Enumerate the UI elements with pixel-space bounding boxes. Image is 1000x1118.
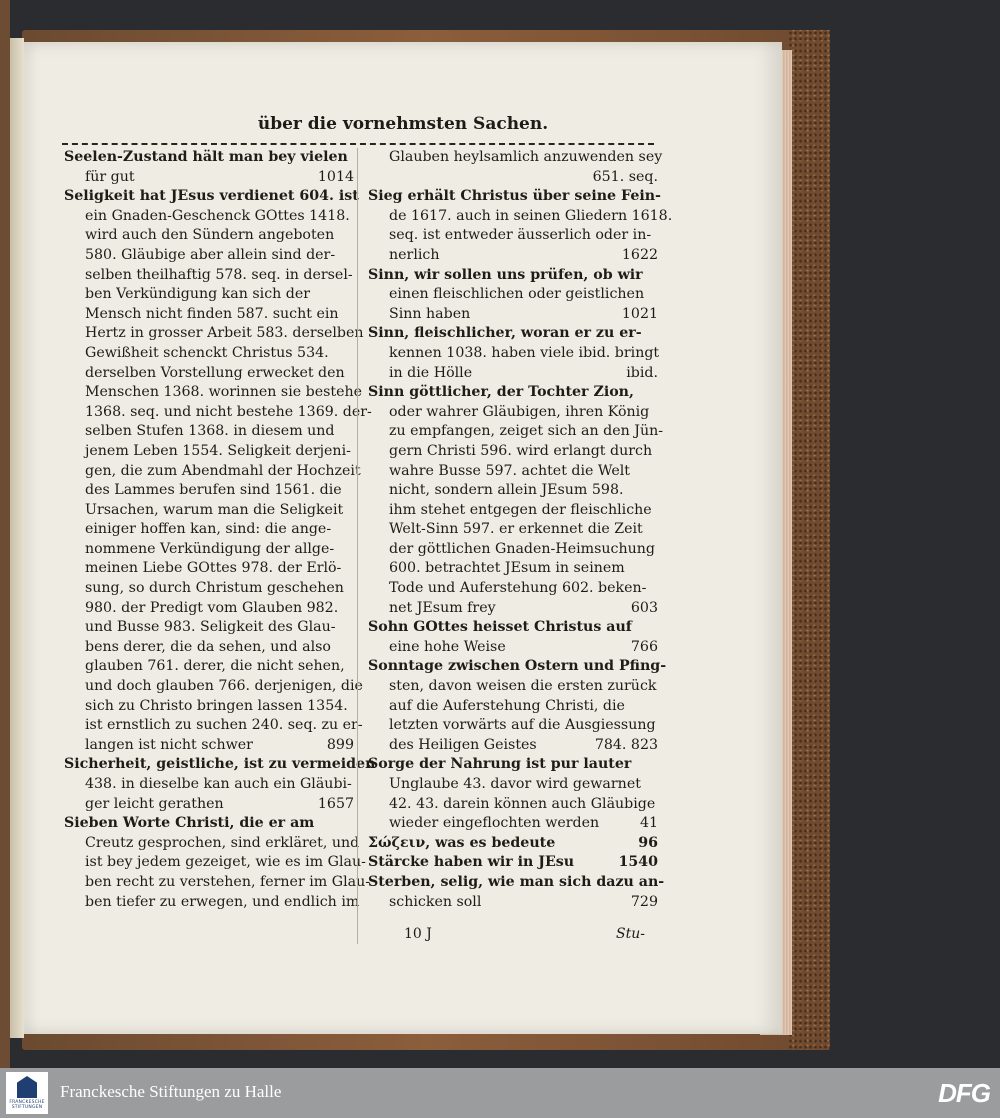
dfg-logo[interactable]: DFG (938, 1078, 990, 1108)
index-line (64, 226, 354, 246)
index-entry (368, 657, 667, 677)
index-line (64, 638, 354, 658)
line-text: ein Gnaden-Geschenck GOttes 1418. (85, 207, 350, 224)
line-text: ist bey jedem gezeiget, wie es im Glau- (85, 854, 366, 871)
index-entry (368, 266, 658, 286)
institution-logo[interactable] (6, 1072, 48, 1114)
index-line (368, 246, 658, 266)
line-text: Hertz in grosser Arbeit 583. derselben (85, 325, 364, 342)
line-text: Menschen 1368. worinnen sie bestehe (85, 384, 363, 401)
index-line (64, 520, 354, 540)
index-line (368, 422, 664, 442)
line-text: des Lammes berufen sind 1561. die (85, 482, 342, 499)
line-text: sung, so durch Christum geschehen (85, 580, 344, 597)
index-entry (64, 187, 359, 207)
line-text: derselben Vorstellung erwecket den (85, 364, 345, 381)
line-text: 980. der Predigt vom Glauben 982. (85, 599, 339, 616)
line-text: Mensch nicht finden 587. sucht ein (85, 305, 339, 322)
index-line (64, 462, 361, 482)
line-text: Sinn, wir sollen uns prüfen, ob wir (368, 266, 643, 283)
line-text: de 1617. auch in seinen Gliedern 1618. (389, 207, 673, 224)
index-line (64, 207, 354, 227)
line-text: und Busse 983. Seligkeit des Glau- (85, 619, 336, 636)
index-entry (368, 853, 658, 873)
index-line (368, 638, 658, 658)
line-text: Welt-Sinn 597. er erkennet die Zeit (389, 521, 643, 538)
index-line (368, 677, 658, 697)
index-line (64, 403, 372, 423)
line-text: eine hohe Weise (389, 638, 506, 655)
line-text: net JEsum frey (389, 599, 496, 616)
index-line (368, 893, 658, 913)
index-line (368, 481, 658, 501)
index-line (64, 775, 354, 795)
index-line (64, 442, 354, 462)
index-line (64, 559, 354, 579)
line-text: sich zu Christo bringen lassen 1354. (85, 697, 348, 714)
line-text: nommene Verkündigung der allge- (85, 540, 335, 557)
line-text: des Heiligen Geistes (389, 736, 537, 753)
index-entry (368, 755, 658, 775)
index-line (64, 795, 354, 815)
line-text: wird auch den Sündern angeboten (85, 227, 335, 244)
line-text: einiger hoffen kan, sind: die ange- (85, 521, 332, 538)
page-reference: 603 (630, 599, 658, 616)
gutter (10, 38, 24, 1038)
line-text: 438. in dieselbe kan auch ein Gläubi- (85, 776, 352, 792)
line-text: Glauben heylsamlich anzuwenden sey (389, 149, 663, 165)
index-entry (368, 383, 658, 403)
index-line (64, 853, 366, 873)
line-text: wahre Busse 597. achtet die Welt (389, 462, 630, 479)
line-text: ben Verkündigung kan sich der (85, 286, 311, 303)
index-line (64, 657, 354, 677)
index-entry (64, 148, 354, 168)
page-reference: 41 (639, 815, 658, 832)
line-text: schicken soll (389, 893, 482, 910)
line-text: einen fleischlichen oder geistlichen (389, 286, 645, 303)
signature-mark: 10 J (404, 926, 432, 942)
index-line (368, 226, 658, 246)
line-text: Ursachen, warum man die Seligkeit (85, 501, 344, 518)
page-reference: 96 (638, 834, 658, 851)
catchword: Stu- (616, 926, 645, 942)
index-line (64, 266, 354, 286)
index-line (368, 344, 658, 364)
house-icon (17, 1076, 37, 1098)
index-line (368, 207, 673, 227)
index-line (64, 324, 364, 344)
index-line (64, 246, 354, 266)
line-text: oder wahrer Gläubigen, ihren König (389, 403, 650, 420)
line-text: zu empfangen, zeiget sich an den Jün- (389, 423, 664, 440)
page-reference: 1021 (621, 305, 658, 322)
index-line (64, 364, 354, 384)
index-entry (368, 187, 661, 207)
line-text: Sorge der Nahrung ist pur lauter (368, 756, 632, 773)
index-line (368, 775, 658, 795)
facing-page-edge (0, 0, 10, 1068)
page-reference: ibid. (626, 364, 658, 381)
book-page (24, 42, 782, 1034)
page-reference: 729 (630, 893, 658, 910)
index-line (64, 501, 354, 521)
line-text: 1368. seq. und nicht bestehe 1369. der- (85, 403, 372, 420)
index-line (368, 736, 658, 756)
index-line (368, 599, 658, 619)
page-reference: 784. 823 (594, 736, 658, 753)
line-text: jenem Leben 1554. Seligkeit derjeni- (85, 442, 351, 459)
index-line (64, 893, 360, 913)
line-text: ihm stehet entgegen der fleischliche (389, 501, 652, 518)
line-text: Unglaube 43. davor wird gewarnet (389, 776, 641, 792)
index-line (368, 520, 658, 540)
line-text: letzten vorwärts auf die Ausgiessung (389, 717, 656, 734)
index-line (368, 305, 658, 325)
line-text: Sterben, selig, wie man sich dazu an- (368, 873, 665, 890)
line-text: Tode und Auferstehung 602. beken- (389, 580, 647, 597)
index-line (64, 422, 354, 442)
index-entry (368, 834, 658, 854)
index-line (368, 697, 658, 717)
index-line (64, 697, 354, 717)
index-line (368, 148, 663, 168)
index-entry (368, 324, 658, 344)
line-text: Sicherheit, geistliche, ist zu vermeiden (64, 756, 376, 773)
index-line (64, 736, 354, 756)
line-text: gen, die zum Abendmahl der Hochzeit (85, 462, 361, 479)
line-text: langen ist nicht schwer (85, 736, 253, 753)
page-reference: 766 (630, 638, 658, 655)
line-text: und doch glauben 766. derjenigen, die (85, 678, 363, 695)
line-text: in die Hölle (389, 364, 473, 381)
line-text: kennen 1038. haben viele ibid. bringt (389, 344, 660, 361)
page-reference: 651. seq. (592, 168, 658, 185)
line-text: sten, davon weisen die ersten zurück (389, 678, 657, 695)
line-text: Sinn, fleischlicher, woran er zu er- (368, 325, 642, 342)
index-line (64, 344, 354, 364)
index-line (64, 677, 363, 697)
footer-bar (0, 1068, 1000, 1118)
index-line (368, 540, 658, 560)
line-text: 600. betrachtet JEsum in seinem (389, 560, 625, 577)
line-text: gern Christi 596. wird erlangt durch (389, 442, 653, 459)
line-text: Seligkeit hat JEsus verdienet 604. ist (64, 188, 359, 205)
right-column (368, 148, 673, 912)
index-line (368, 814, 658, 834)
line-text: glauben 761. derer, die nicht sehen, (85, 658, 345, 675)
index-line (368, 795, 658, 815)
line-text: seq. ist entweder äusserlich oder in- (389, 227, 652, 244)
line-text: bens derer, die da sehen, und also (85, 638, 331, 655)
index-line (64, 168, 354, 188)
column-divider (357, 148, 358, 944)
index-line (368, 501, 658, 521)
line-text: Sonntage zwischen Ostern und Pfing- (368, 658, 667, 675)
line-text: Gewißheit schenckt Christus 534. (85, 344, 329, 361)
index-entry (64, 755, 376, 775)
line-text: ger leicht gerathen (85, 795, 224, 812)
line-text: Sohn GOttes heisset Christus auf (368, 619, 632, 636)
index-line (64, 599, 354, 619)
line-text: der göttlichen Gnaden-Heimsuchung (389, 540, 655, 557)
index-line (368, 716, 658, 736)
index-entry (368, 873, 665, 893)
line-text: selben Stufen 1368. in diesem und (85, 423, 335, 440)
page-reference: 1540 (618, 854, 658, 871)
institution-name[interactable]: Franckesche Stiftungen zu Halle (60, 1082, 282, 1101)
header-rule (62, 143, 654, 145)
line-text: für gut (85, 168, 135, 185)
line-text: nerlich (389, 246, 440, 263)
index-line (64, 579, 354, 599)
line-text: auf die Auferstehung Christi, die (389, 697, 625, 714)
index-line (64, 285, 354, 305)
index-line (368, 579, 658, 599)
line-text: nicht, sondern allein JEsum 598. (389, 482, 624, 499)
line-text: Sinn göttlicher, der Tochter Zion, (368, 384, 634, 401)
index-line (64, 305, 354, 325)
line-text: ben recht zu verstehen, ferner im Glau- (85, 873, 370, 890)
index-line (368, 462, 658, 482)
index-line (368, 403, 658, 423)
line-text: Sieben Worte Christi, die er am (64, 815, 315, 832)
line-text: Sieg erhält Christus über seine Fein- (368, 188, 661, 205)
index-line (64, 716, 363, 736)
index-line (64, 834, 360, 854)
line-text: Sinn haben (389, 305, 471, 322)
left-column (64, 148, 376, 912)
index-line (64, 383, 363, 403)
index-line (368, 442, 658, 462)
line-text: Σώζειν, was es bedeute (368, 834, 556, 851)
line-text: meinen Liebe GOttes 978. der Erlö- (85, 560, 342, 577)
line-text: 580. Gläubige aber allein sind der- (85, 246, 336, 263)
page-reference: 1014 (317, 168, 354, 185)
line-text: 42. 43. darein können auch Gläubige (389, 795, 656, 812)
line-text: ben tiefer zu erwegen, und endlich im (85, 893, 360, 910)
index-line (368, 364, 658, 384)
line-text: selben theilhaftig 578. seq. in dersel- (85, 266, 353, 283)
index-line (368, 168, 658, 188)
line-text: wieder eingeflochten werden (389, 815, 600, 832)
line-text: Creutz gesprochen, sind erkläret, und (85, 834, 360, 851)
index-entry (64, 814, 354, 834)
page-reference: 1622 (621, 246, 658, 263)
page-reference: 1657 (317, 795, 354, 812)
index-line (368, 559, 658, 579)
logo-text: FRANCKESCHE STIFTUNGEN (9, 1100, 45, 1110)
line-text: Stärcke haben wir in JEsu (368, 854, 575, 871)
index-line (64, 540, 354, 560)
index-line (64, 618, 354, 638)
line-text: Seelen-Zustand hält man bey vielen (64, 149, 348, 165)
running-head: über die vornehmsten Sachen. (257, 114, 549, 134)
index-line (64, 481, 354, 501)
page-reference: 899 (326, 736, 354, 753)
index-line (64, 873, 370, 893)
index-line (368, 285, 658, 305)
line-text: ist ernstlich zu suchen 240. seq. zu er- (85, 717, 363, 734)
index-entry (368, 618, 658, 638)
